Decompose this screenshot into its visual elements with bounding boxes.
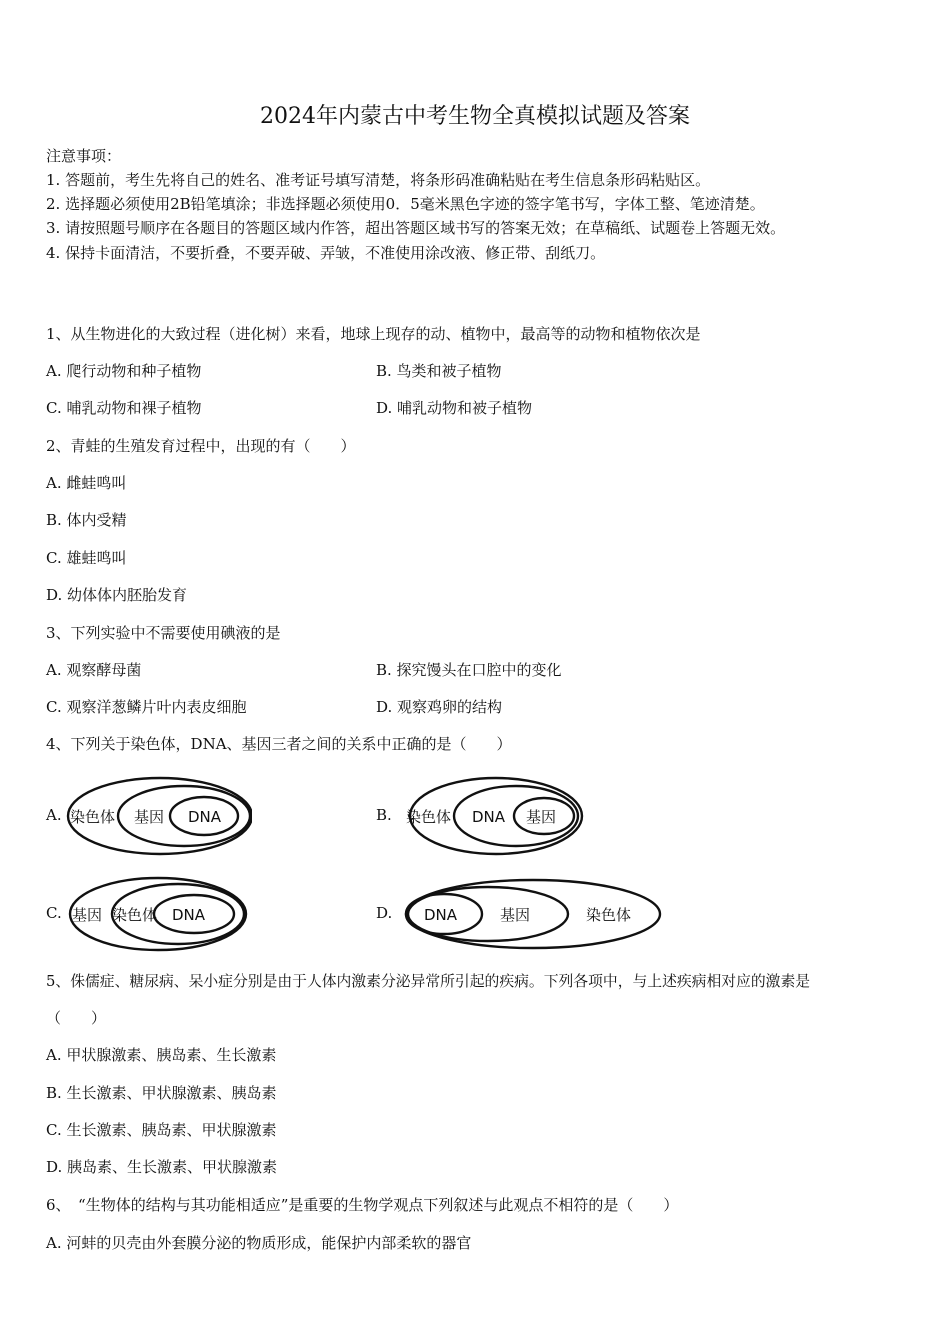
question-stem: 4、下列关于染色体，DNA、基因三者之间的关系中正确的是（ ） (46, 735, 512, 753)
diagram-c (62, 868, 252, 958)
option: B. 生长激素、甲状腺激素、胰岛素 (46, 1084, 277, 1102)
notice-heading: 注意事项： (46, 147, 122, 165)
option: B. 体内受精 (46, 511, 127, 529)
option: A. 河蚌的贝壳由外套膜分泌的物质形成，能保护内部柔软的器官 (46, 1234, 472, 1252)
notice-item: 4. 保持卡面清洁，不要折叠，不要弄破、弄皱，不准使用涂改液、修正带、刮纸刀。 (46, 244, 606, 262)
label-inner: DNA (172, 906, 206, 924)
label-middle: 染色体 (112, 906, 158, 924)
option: B. 探究馒头在口腔中的变化 (376, 661, 562, 679)
notice-item: 3. 请按照题号顺序在各题目的答题区域内作答，超出答题区域书写的答案无效；在草稿纸、试题卷上答题无效。 (46, 219, 786, 237)
label-outer: 染色体 (406, 808, 452, 826)
diagram-d (400, 868, 670, 958)
option: D. 观察鸡卵的结构 (376, 698, 503, 716)
label-middle: 基因 (500, 906, 531, 924)
option: A. 爬行动物和种子植物 (46, 362, 202, 380)
option-letter: B. (376, 806, 392, 824)
option: B. 鸟类和被子植物 (376, 362, 502, 380)
question-stem-cont: （ ） (46, 1009, 107, 1027)
label-inner: 基因 (526, 808, 557, 826)
label-outer: 基因 (72, 906, 103, 924)
label-outer: 染色体 (586, 906, 632, 924)
option: A. 雌蛙鸣叫 (46, 474, 127, 492)
label-inner: DNA (424, 906, 458, 924)
label-outer: 染色体 (70, 808, 116, 826)
question-stem: 1、从生物进化的大致过程（进化树）来看，地球上现存的动、植物中，最高等的动物和植物依次是 (46, 325, 701, 343)
option-letter: C. (46, 904, 62, 922)
option: A. 甲状腺激素、胰岛素、生长激素 (46, 1046, 277, 1064)
option: C. 雄蛙鸣叫 (46, 549, 127, 567)
option: C. 生长激素、胰岛素、甲状腺激素 (46, 1121, 277, 1139)
option: D. 胰岛素、生长激素、甲状腺激素 (46, 1158, 278, 1176)
question-stem: 2、青蛙的生殖发育过程中，出现的有（ ） (46, 437, 356, 455)
option-letter: D. (376, 904, 393, 922)
option: C. 观察洋葱鳞片叶内表皮细胞 (46, 698, 247, 716)
option: D. 幼体体内胚胎发育 (46, 586, 188, 604)
question-stem: 3、下列实验中不需要使用碘液的是 (46, 624, 281, 642)
notice-item: 1. 答题前，考生先将自己的姓名、准考证号填写清楚，将条形码准确粘贴在考生信息条形码粘贴区。 (46, 171, 711, 189)
page-title: 2024年内蒙古中考生物全真模拟试题及答案 (260, 104, 690, 129)
label-middle: DNA (472, 808, 506, 826)
question-stem: 5、侏儒症、糖尿病、呆小症分别是由于人体内激素分泌异常所引起的疾病。下列各项中，与上述疾病相对应的激素是 (46, 973, 811, 990)
option: A. 观察酵母菌 (46, 661, 142, 679)
label-inner: DNA (188, 808, 222, 826)
label-middle: 基因 (134, 808, 165, 826)
option: C. 哺乳动物和裸子植物 (46, 399, 202, 417)
notice-item: 2. 选择题必须使用2B铅笔填涂；非选择题必须使用0．5毫米黑色字迹的签字笔书写，字体工整、笔迹清楚。 (46, 195, 765, 213)
question-stem: 6、 “生物体的结构与其功能相适应”是重要的生物学观点下列叙述与此观点不相符的是（ ） (46, 1196, 679, 1214)
option-letter: A. (46, 806, 62, 824)
diagram-a (62, 770, 252, 860)
diagram-b (398, 770, 588, 860)
option: D. 哺乳动物和被子植物 (376, 399, 533, 417)
